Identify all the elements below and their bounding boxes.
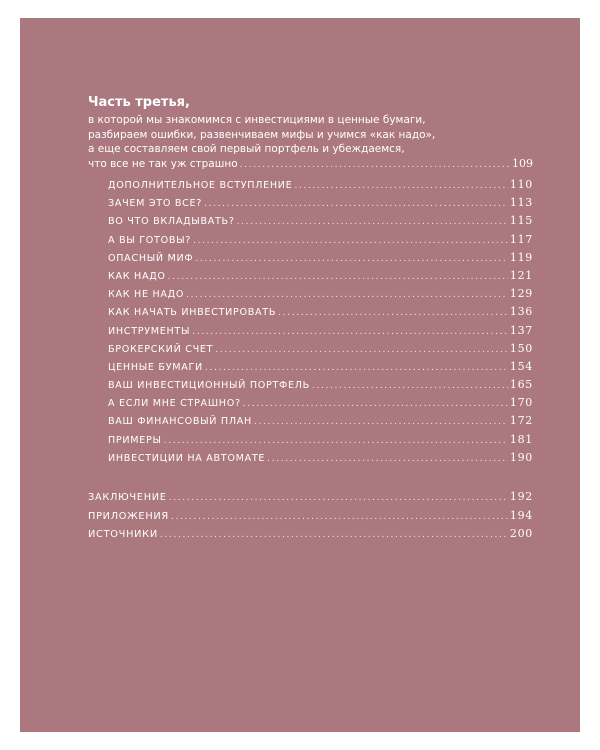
table-of-contents (88, 94, 533, 546)
part-description-last-line: что все не так уж страшно (88, 157, 238, 170)
dot-leader (267, 453, 508, 464)
page-number: 194 (509, 508, 533, 522)
dot-leader (169, 492, 508, 503)
toc-entry-label: ДОПОЛНИТЕЛЬНОЕ ВСТУПЛЕНИЕ (108, 180, 293, 191)
page-number: 115 (509, 214, 533, 228)
toc-entry[interactable] (108, 378, 533, 396)
page-number: 137 (509, 323, 533, 337)
toc-entry-label: ЦЕННЫЕ БУМАГИ (108, 361, 203, 373)
dot-leader (195, 253, 508, 264)
dot-leader (294, 180, 507, 191)
toc-entry[interactable] (108, 251, 533, 269)
dot-leader (278, 307, 508, 318)
page-number: 172 (509, 414, 533, 428)
dot-leader (192, 326, 508, 337)
toc-entry[interactable] (88, 527, 533, 546)
dot-leader (243, 398, 508, 409)
endmatter-list (88, 490, 533, 546)
toc-entry[interactable] (108, 214, 533, 232)
dot-leader (254, 416, 508, 427)
page-number: 200 (509, 527, 533, 540)
page-number: 154 (509, 359, 533, 373)
toc-entry-label: ЗАКЛЮЧЕНИЕ (88, 492, 167, 503)
dot-leader (240, 157, 510, 173)
page-number: 136 (509, 305, 533, 319)
page-number: 170 (509, 396, 533, 410)
toc-entry[interactable] (108, 196, 533, 214)
page-number: 121 (509, 268, 533, 282)
toc-entry-label: ВАШ ФИНАНСОВЫЙ ПЛАН (108, 416, 252, 428)
part-entry-line[interactable] (88, 157, 533, 173)
toc-entry-label: КАК НАДО (108, 270, 166, 282)
toc-entry[interactable] (88, 509, 533, 528)
toc-entry[interactable] (108, 233, 533, 251)
dot-leader (164, 435, 508, 446)
page-number: 109 (512, 156, 533, 170)
toc-entry-label: А ЕСЛИ МНЕ СТРАШНО? (108, 398, 241, 410)
toc-entry-label: КАК НАЧАТЬ ИНВЕСТИРОВАТЬ (108, 307, 277, 319)
page-number: 119 (509, 250, 533, 264)
toc-entry-label: ИНСТРУМЕНТЫ (108, 325, 191, 337)
page-number: 165 (509, 378, 533, 392)
page-number: 113 (509, 196, 533, 210)
toc-entry[interactable] (108, 305, 533, 323)
dot-leader (204, 198, 508, 209)
dot-leader (215, 344, 508, 355)
toc-entry-label: ПРИМЕРЫ (108, 434, 162, 446)
part-description-line: а еще составляем свой первый портфель и убеждаемся, (88, 143, 405, 155)
toc-entry-label: ПРИЛОЖЕНИЯ (88, 510, 169, 522)
page-number: 129 (509, 287, 533, 301)
dot-leader (171, 511, 508, 522)
page-number: 150 (509, 341, 533, 355)
book-page (20, 18, 580, 732)
toc-entry-label: ИСТОЧНИКИ (88, 529, 158, 540)
toc-entry[interactable] (108, 324, 533, 342)
toc-entry[interactable] (108, 342, 533, 360)
dot-leader (186, 289, 508, 300)
toc-entry-label: ВО ЧТО ВКЛАДЫВАТЬ? (108, 216, 235, 228)
page-number: 110 (509, 178, 533, 191)
toc-entry-label: ОПАСНЫЙ МИФ (108, 252, 194, 264)
toc-entry[interactable] (108, 433, 533, 451)
part-description-line: разбираем ошибки, развенчиваем мифы и учимся «как надо», (88, 128, 436, 141)
part-title: Часть третья, (88, 95, 190, 110)
page-number: 117 (509, 232, 533, 246)
part-description (88, 113, 533, 172)
toc-entry-label: ИНВЕСТИЦИИ НА АВТОМАТЕ (108, 452, 266, 464)
dot-leader (205, 362, 508, 373)
toc-entry-label: БРОКЕРСКИЙ СЧЕТ (108, 343, 214, 355)
dot-leader (312, 380, 508, 391)
page-number: 192 (509, 490, 533, 503)
toc-entry[interactable] (108, 178, 533, 196)
toc-entry-label: ЗАЧЕМ ЭТО ВСЕ? (108, 198, 203, 210)
toc-entry-label: А ВЫ ГОТОВЫ? (108, 234, 192, 246)
page-number: 181 (509, 432, 533, 446)
toc-entry-label: КАК НЕ НАДО (108, 289, 185, 301)
dot-leader (237, 216, 508, 227)
dot-leader (160, 529, 508, 540)
part-description-line: в которой мы знакомимся с инвестициями в ценные бумаги, (88, 114, 426, 126)
toc-entry[interactable] (108, 269, 533, 287)
dot-leader (193, 235, 508, 246)
toc-entry[interactable] (108, 414, 533, 432)
toc-entry[interactable] (108, 360, 533, 378)
toc-entry[interactable] (108, 451, 533, 469)
page-number: 190 (509, 450, 533, 464)
toc-entry[interactable] (88, 490, 533, 509)
toc-entry[interactable] (108, 396, 533, 414)
toc-entry[interactable] (108, 287, 533, 305)
toc-entry-label: ВАШ ИНВЕСТИЦИОННЫЙ ПОРТФЕЛЬ (108, 380, 310, 392)
chapter-list (88, 178, 533, 469)
dot-leader (168, 271, 508, 282)
